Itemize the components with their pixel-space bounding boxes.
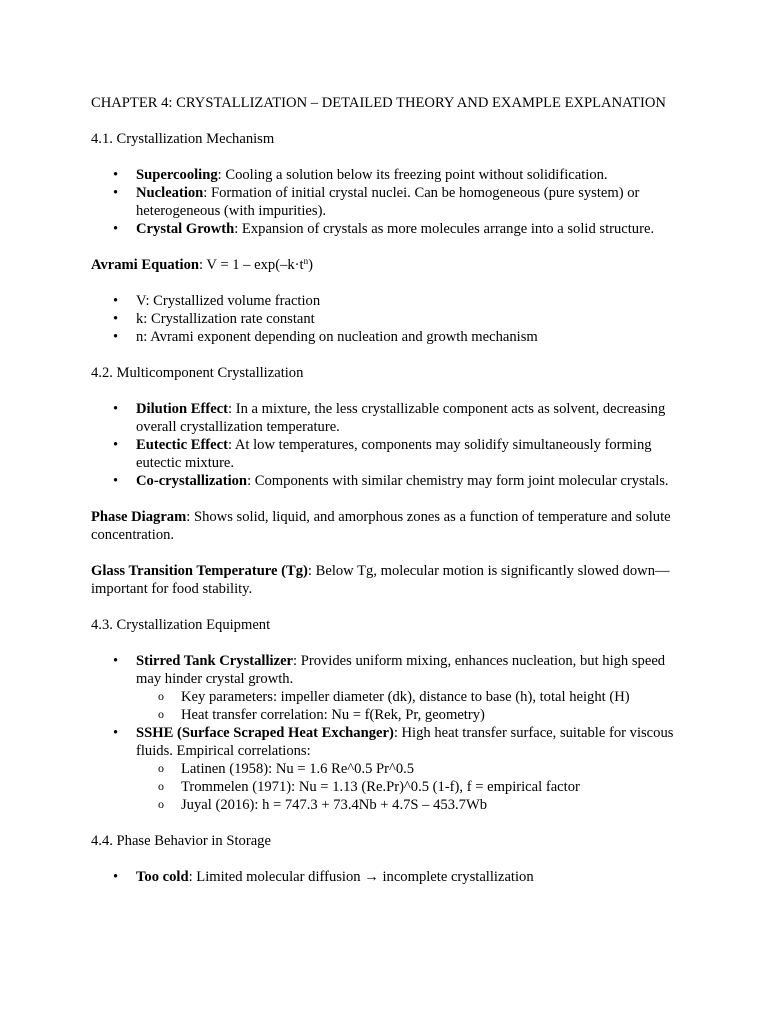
term: Dilution Effect: [136, 401, 229, 417]
section-4-3-heading: 4.3. Crystallization Equipment: [91, 617, 271, 633]
term: Stirred Tank Crystallizer: [136, 653, 294, 669]
definition: : Shows solid, liquid, and amorphous zones as a function of temperature and solute concentration.: [91, 509, 671, 543]
definition: : Formation of initial crystal nuclei. Can be homogeneous (pure system) or heterogeneous (with impurities).: [136, 185, 640, 219]
list-item: • n: Avrami exponent depending on nucleation and growth mechanism: [136, 328, 691, 346]
definition: : Components with similar chemistry may form joint molecular crystals.: [247, 473, 669, 489]
sshe-sublist: [136, 760, 691, 814]
sublist-item: o Heat transfer correlation: Nu = f(Rek, Pr, geometry): [181, 706, 691, 724]
section-4-2-heading: 4.2. Multicomponent Crystallization: [91, 365, 304, 381]
section-4-4-heading: 4.4. Phase Behavior in Storage: [91, 833, 271, 849]
equipment-list: [91, 652, 691, 814]
chapter-title: CHAPTER 4: CRYSTALLIZATION – DETAILED THEORY AND EXAMPLE EXPLANATION: [91, 95, 666, 111]
definition: : Expansion of crystals as more molecules arrange into a solid structure.: [234, 221, 655, 237]
term: Avrami Equation: [91, 257, 199, 273]
definition: : At low temperatures, components may solidify simultaneously forming eutectic mixture.: [136, 437, 652, 471]
sublist-item: o Latinen (1958): Nu = 1.6 Re^0.5 Pr^0.5: [181, 760, 691, 778]
term: Crystal Growth: [136, 221, 235, 237]
list-item: [136, 436, 691, 472]
document-body: [91, 94, 691, 904]
storage-list: [91, 868, 691, 886]
avrami-variables-list: [91, 292, 691, 346]
section-4-1-heading: 4.1. Crystallization Mechanism: [91, 131, 275, 147]
list-item: [136, 472, 691, 490]
avrami-equation: [91, 256, 691, 274]
exponent: n: [303, 256, 309, 266]
multicomponent-list: [91, 400, 691, 490]
term: Eutectic Effect: [136, 437, 228, 453]
definition: : Provides uniform mixing, enhances nucleation, but high speed may hinder crystal growth.: [136, 653, 666, 687]
term: Nucleation: [136, 185, 204, 201]
definition: : Below Tg, molecular motion is significantly slowed down—important for food stability.: [91, 563, 670, 597]
stirred-tank-sublist: [136, 688, 691, 724]
sublist-item: o Juyal (2016): h = 747.3 + 73.4Nb + 4.7S – 453.7Wb: [181, 796, 691, 814]
list-item: [136, 166, 691, 184]
list-item: • k: Crystallization rate constant: [136, 310, 691, 328]
term: SSHE (Surface Scraped Heat Exchanger): [136, 725, 394, 741]
term: Too cold: [136, 869, 189, 885]
equation-text: : V = 1 – exp(–k·t: [198, 257, 304, 273]
term: Co-crystallization: [136, 473, 248, 489]
list-item: [136, 184, 691, 220]
term: Supercooling: [136, 167, 218, 183]
list-item: [136, 652, 691, 724]
sublist-item: o Key parameters: impeller diameter (dk), distance to base (h), total height (H): [181, 688, 691, 706]
definition: : Cooling a solution below its freezing point without solidification.: [217, 167, 608, 183]
mechanism-list: [91, 166, 691, 238]
definition: : Limited molecular diffusion → incomplete crystallization: [188, 869, 534, 885]
list-item: [136, 724, 691, 814]
term: Glass Transition Temperature (Tg): [91, 563, 308, 579]
list-item: [136, 400, 691, 436]
phase-diagram-paragraph: [91, 508, 691, 544]
list-item: [136, 220, 691, 238]
definition: : High heat transfer surface, suitable for viscous fluids. Empirical correlations:: [136, 725, 674, 759]
list-item: [136, 868, 691, 886]
glass-transition-paragraph: [91, 562, 691, 598]
equation-end: ): [308, 257, 313, 273]
term: Phase Diagram: [91, 509, 187, 525]
definition: : In a mixture, the less crystallizable component acts as solvent, decreasing overall crystallization temperature.: [136, 401, 666, 435]
sublist-item: o Trommelen (1971): Nu = 1.13 (Re.Pr)^0.5 (1-f), f = empirical factor: [181, 778, 691, 796]
list-item: • V: Crystallized volume fraction: [136, 292, 691, 310]
